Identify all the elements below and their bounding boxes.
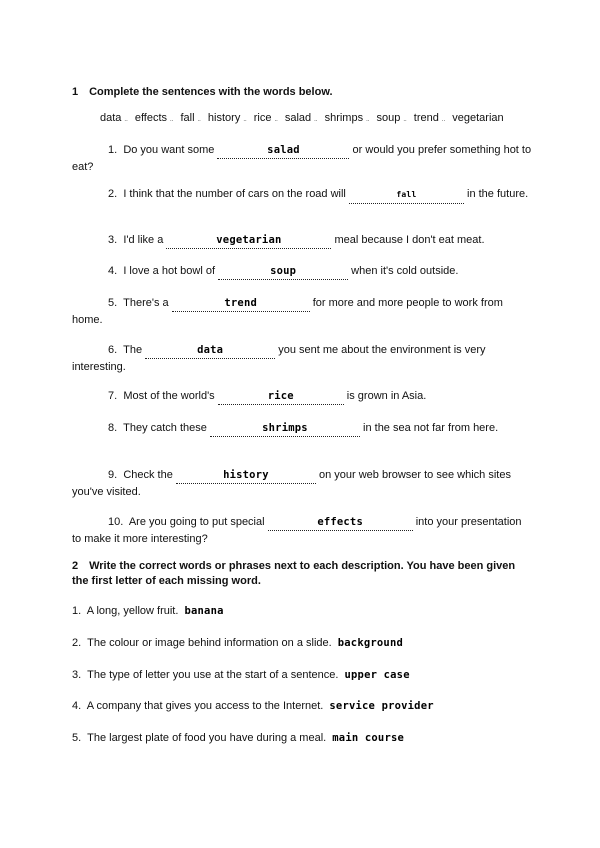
- separator-dot: ..: [124, 117, 128, 123]
- word-bank: [100, 112, 504, 124]
- item-number: 3.: [72, 669, 82, 681]
- sentence-text-after: in the sea not far from here.: [363, 422, 499, 434]
- item-text: A company that gives you access to the Internet.: [86, 700, 324, 712]
- filled-answer: vegetarian: [216, 234, 282, 246]
- separator-dot: ..: [170, 117, 174, 123]
- sentence-text-before: They catch these: [123, 422, 207, 434]
- sentence-text-before: I'd like a: [123, 234, 164, 246]
- answer-blank[interactable]: [172, 295, 310, 312]
- sentence-text-after: in the future.: [467, 188, 529, 200]
- filled-answer: effects: [317, 516, 363, 528]
- filled-answer[interactable]: upper case: [344, 669, 410, 681]
- word-bank-item: fall: [180, 112, 195, 124]
- sentence-number: 8.: [108, 422, 118, 434]
- word-bank-item: vegetarian: [452, 112, 504, 124]
- sentence-text-before: I love a hot bowl of: [123, 265, 216, 277]
- description-item-1: [72, 603, 224, 619]
- description-item-4: [72, 698, 434, 714]
- filled-answer: rice: [267, 390, 294, 402]
- word-bank-item: salad: [284, 112, 312, 124]
- section1-number: 1: [72, 86, 79, 98]
- item-text: A long, yellow fruit.: [86, 605, 179, 617]
- filled-answer: shrimps: [262, 422, 308, 434]
- filled-answer: trend: [224, 297, 257, 309]
- answer-blank[interactable]: [176, 467, 316, 484]
- separator-dot: ..: [441, 117, 446, 123]
- description-item-3: [72, 667, 410, 683]
- separator-dot: ..: [403, 117, 407, 123]
- answer-blank[interactable]: [268, 514, 413, 531]
- answer-blank[interactable]: [166, 232, 331, 249]
- answer-blank[interactable]: [217, 142, 349, 159]
- separator-dot: ..: [314, 117, 318, 123]
- item-text: The type of letter you use at the start of a sentence.: [87, 669, 339, 681]
- word-bank-item: effects: [134, 112, 168, 124]
- item-text: The colour or image behind information on a slide.: [87, 637, 332, 649]
- sentence-number: 9.: [108, 469, 118, 481]
- word-bank-item: shrimps: [324, 112, 364, 124]
- separator-dot: ..: [243, 117, 247, 123]
- sentence-10: [72, 514, 532, 547]
- section1-title: Complete the sentences with the words below.: [89, 86, 333, 98]
- sentence-number: 7.: [108, 390, 118, 402]
- sentence-text-before: The: [123, 344, 143, 356]
- word-bank-item: history: [207, 112, 241, 124]
- description-item-2: [72, 635, 403, 651]
- sentence-number: 4.: [108, 265, 118, 277]
- item-text: The largest plate of food you have during a meal.: [87, 732, 327, 744]
- sentence-number: 1.: [108, 144, 118, 156]
- item-number: 2.: [72, 637, 82, 649]
- sentence-text-before: I think that the number of cars on the road will: [123, 188, 346, 200]
- answer-blank[interactable]: [210, 420, 360, 437]
- sentence-number: 5.: [108, 297, 118, 309]
- sentence-4: [72, 263, 532, 280]
- sentence-text-after: when it's cold outside.: [351, 265, 459, 277]
- item-number: 5.: [72, 732, 82, 744]
- filled-answer: data: [197, 344, 224, 356]
- answer-blank[interactable]: [145, 342, 275, 359]
- filled-answer[interactable]: service provider: [329, 700, 434, 712]
- description-item-5: [72, 730, 404, 746]
- filled-answer[interactable]: banana: [184, 605, 224, 617]
- sentence-text-after: into your presentation to make it more interesting?: [72, 516, 522, 545]
- sentence-number: 3.: [108, 234, 118, 246]
- word-bank-item: trend: [413, 112, 439, 124]
- filled-answer[interactable]: main course: [332, 732, 405, 744]
- sentence-6: [72, 342, 532, 375]
- sentence-text-after: meal because I don't eat meat.: [334, 234, 485, 246]
- sentence-1: [72, 142, 532, 175]
- section1-heading: [72, 85, 542, 100]
- separator-dot: ..: [197, 117, 201, 123]
- word-bank-item: soup: [376, 112, 401, 124]
- separator-dot: ..: [366, 117, 370, 123]
- sentence-5: [72, 295, 532, 328]
- sentence-7: [72, 388, 532, 405]
- sentence-3: [72, 232, 532, 249]
- section2-heading: [72, 559, 532, 589]
- sentence-text-after: or would you prefer something hot to eat?: [72, 144, 532, 173]
- filled-answer: fall: [396, 190, 417, 199]
- item-number: 4.: [72, 700, 82, 712]
- answer-blank[interactable]: [349, 186, 464, 204]
- filled-answer: salad: [267, 144, 300, 156]
- sentence-8: [72, 420, 532, 437]
- answer-blank[interactable]: [218, 388, 344, 405]
- sentence-number: 10.: [108, 516, 124, 528]
- item-number: 1.: [72, 605, 82, 617]
- filled-answer: soup: [270, 265, 297, 277]
- sentence-number: 2.: [108, 188, 118, 200]
- sentence-text-before: Most of the world's: [123, 390, 215, 402]
- answer-blank[interactable]: [218, 263, 348, 280]
- section2-number: 2: [72, 560, 79, 572]
- sentence-text-before: Are you going to put special: [128, 516, 265, 528]
- separator-dot: ..: [274, 117, 278, 123]
- section2-title: Write the correct words or phrases next to each description. You have been given the first letter of each missing word.: [72, 560, 516, 587]
- sentence-text-after: you sent me about the environment is very interesting.: [72, 344, 486, 373]
- word-bank-item: data: [100, 112, 122, 124]
- sentence-number: 6.: [108, 344, 118, 356]
- filled-answer: history: [223, 469, 269, 481]
- filled-answer[interactable]: background: [337, 637, 403, 649]
- sentence-2: [72, 186, 532, 204]
- sentence-text-after: for more and more people to work from home.: [72, 297, 503, 326]
- word-bank-item: rice: [253, 112, 272, 124]
- sentence-text-after: on your web browser to see which sites you've visited.: [72, 469, 511, 498]
- sentence-text-after: is grown in Asia.: [346, 390, 427, 402]
- sentence-text-before: Do you want some: [123, 144, 215, 156]
- sentence-text-before: Check the: [123, 469, 173, 481]
- sentence-9: [72, 467, 532, 500]
- sentence-text-before: There's a: [123, 297, 169, 309]
